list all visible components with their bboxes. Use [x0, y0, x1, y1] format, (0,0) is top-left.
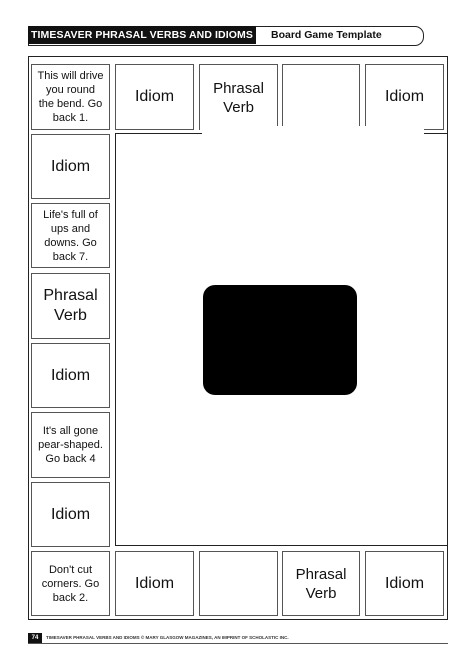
- square-text: Phrasal Verb: [43, 287, 98, 324]
- square-text: Phrasal Verb: [213, 79, 264, 116]
- board-square-bottom-4: [282, 551, 360, 616]
- center-black-panel: [203, 285, 357, 395]
- square-text: Idiom: [50, 366, 91, 384]
- board-square-bottom-5: [365, 551, 444, 616]
- square-text: This will drive you round the bend. Go back 1.: [37, 70, 104, 124]
- square-text: Idiom: [50, 505, 91, 523]
- board-square-top-3: [199, 64, 278, 130]
- square-text: It's all gone pear-shaped. Go back 4: [38, 425, 103, 465]
- square-text: Idiom: [50, 157, 91, 175]
- footer-text: TIMESAVER PHRASAL VERBS AND IDIOMS © MARY GLASGOW MAGAZINES, AN IMPRINT OF SCHOLASTIC INC.: [46, 635, 289, 640]
- board-square-left-3: [31, 273, 110, 339]
- square-text: Idiom: [384, 574, 425, 592]
- board-square-top-1: [31, 64, 110, 130]
- board-square-bottom-2: [115, 551, 194, 616]
- board-square-top-5: [365, 64, 444, 130]
- square-text: Life's full of ups and downs. Go back 7.: [43, 208, 98, 263]
- board-square-left-2: [31, 203, 110, 268]
- page-number: 74: [28, 633, 42, 643]
- board-square-top-2: [115, 64, 194, 130]
- square-text: Idiom: [134, 88, 175, 105]
- footer-rule: [28, 643, 448, 644]
- series-title: TIMESAVER PHRASAL VERBS AND IDIOMS: [28, 26, 256, 44]
- square-text: Don't cut corners. Go back 2.: [41, 563, 100, 604]
- square-text: Idiom: [134, 574, 175, 592]
- board-square-left-5: [31, 412, 110, 478]
- page-subtitle: Board Game Template: [271, 29, 382, 41]
- board-square-top-4: [282, 64, 360, 130]
- board-center-notch: [202, 126, 424, 138]
- square-text: Idiom: [384, 88, 425, 105]
- board-square-left-6: [31, 482, 110, 547]
- board-square-bottom-1: [31, 551, 110, 616]
- square-text: Phrasal Verb: [295, 565, 347, 602]
- board-square-bottom-3: [199, 551, 278, 616]
- board-square-left-1: [31, 134, 110, 199]
- board-square-left-4: [31, 343, 110, 408]
